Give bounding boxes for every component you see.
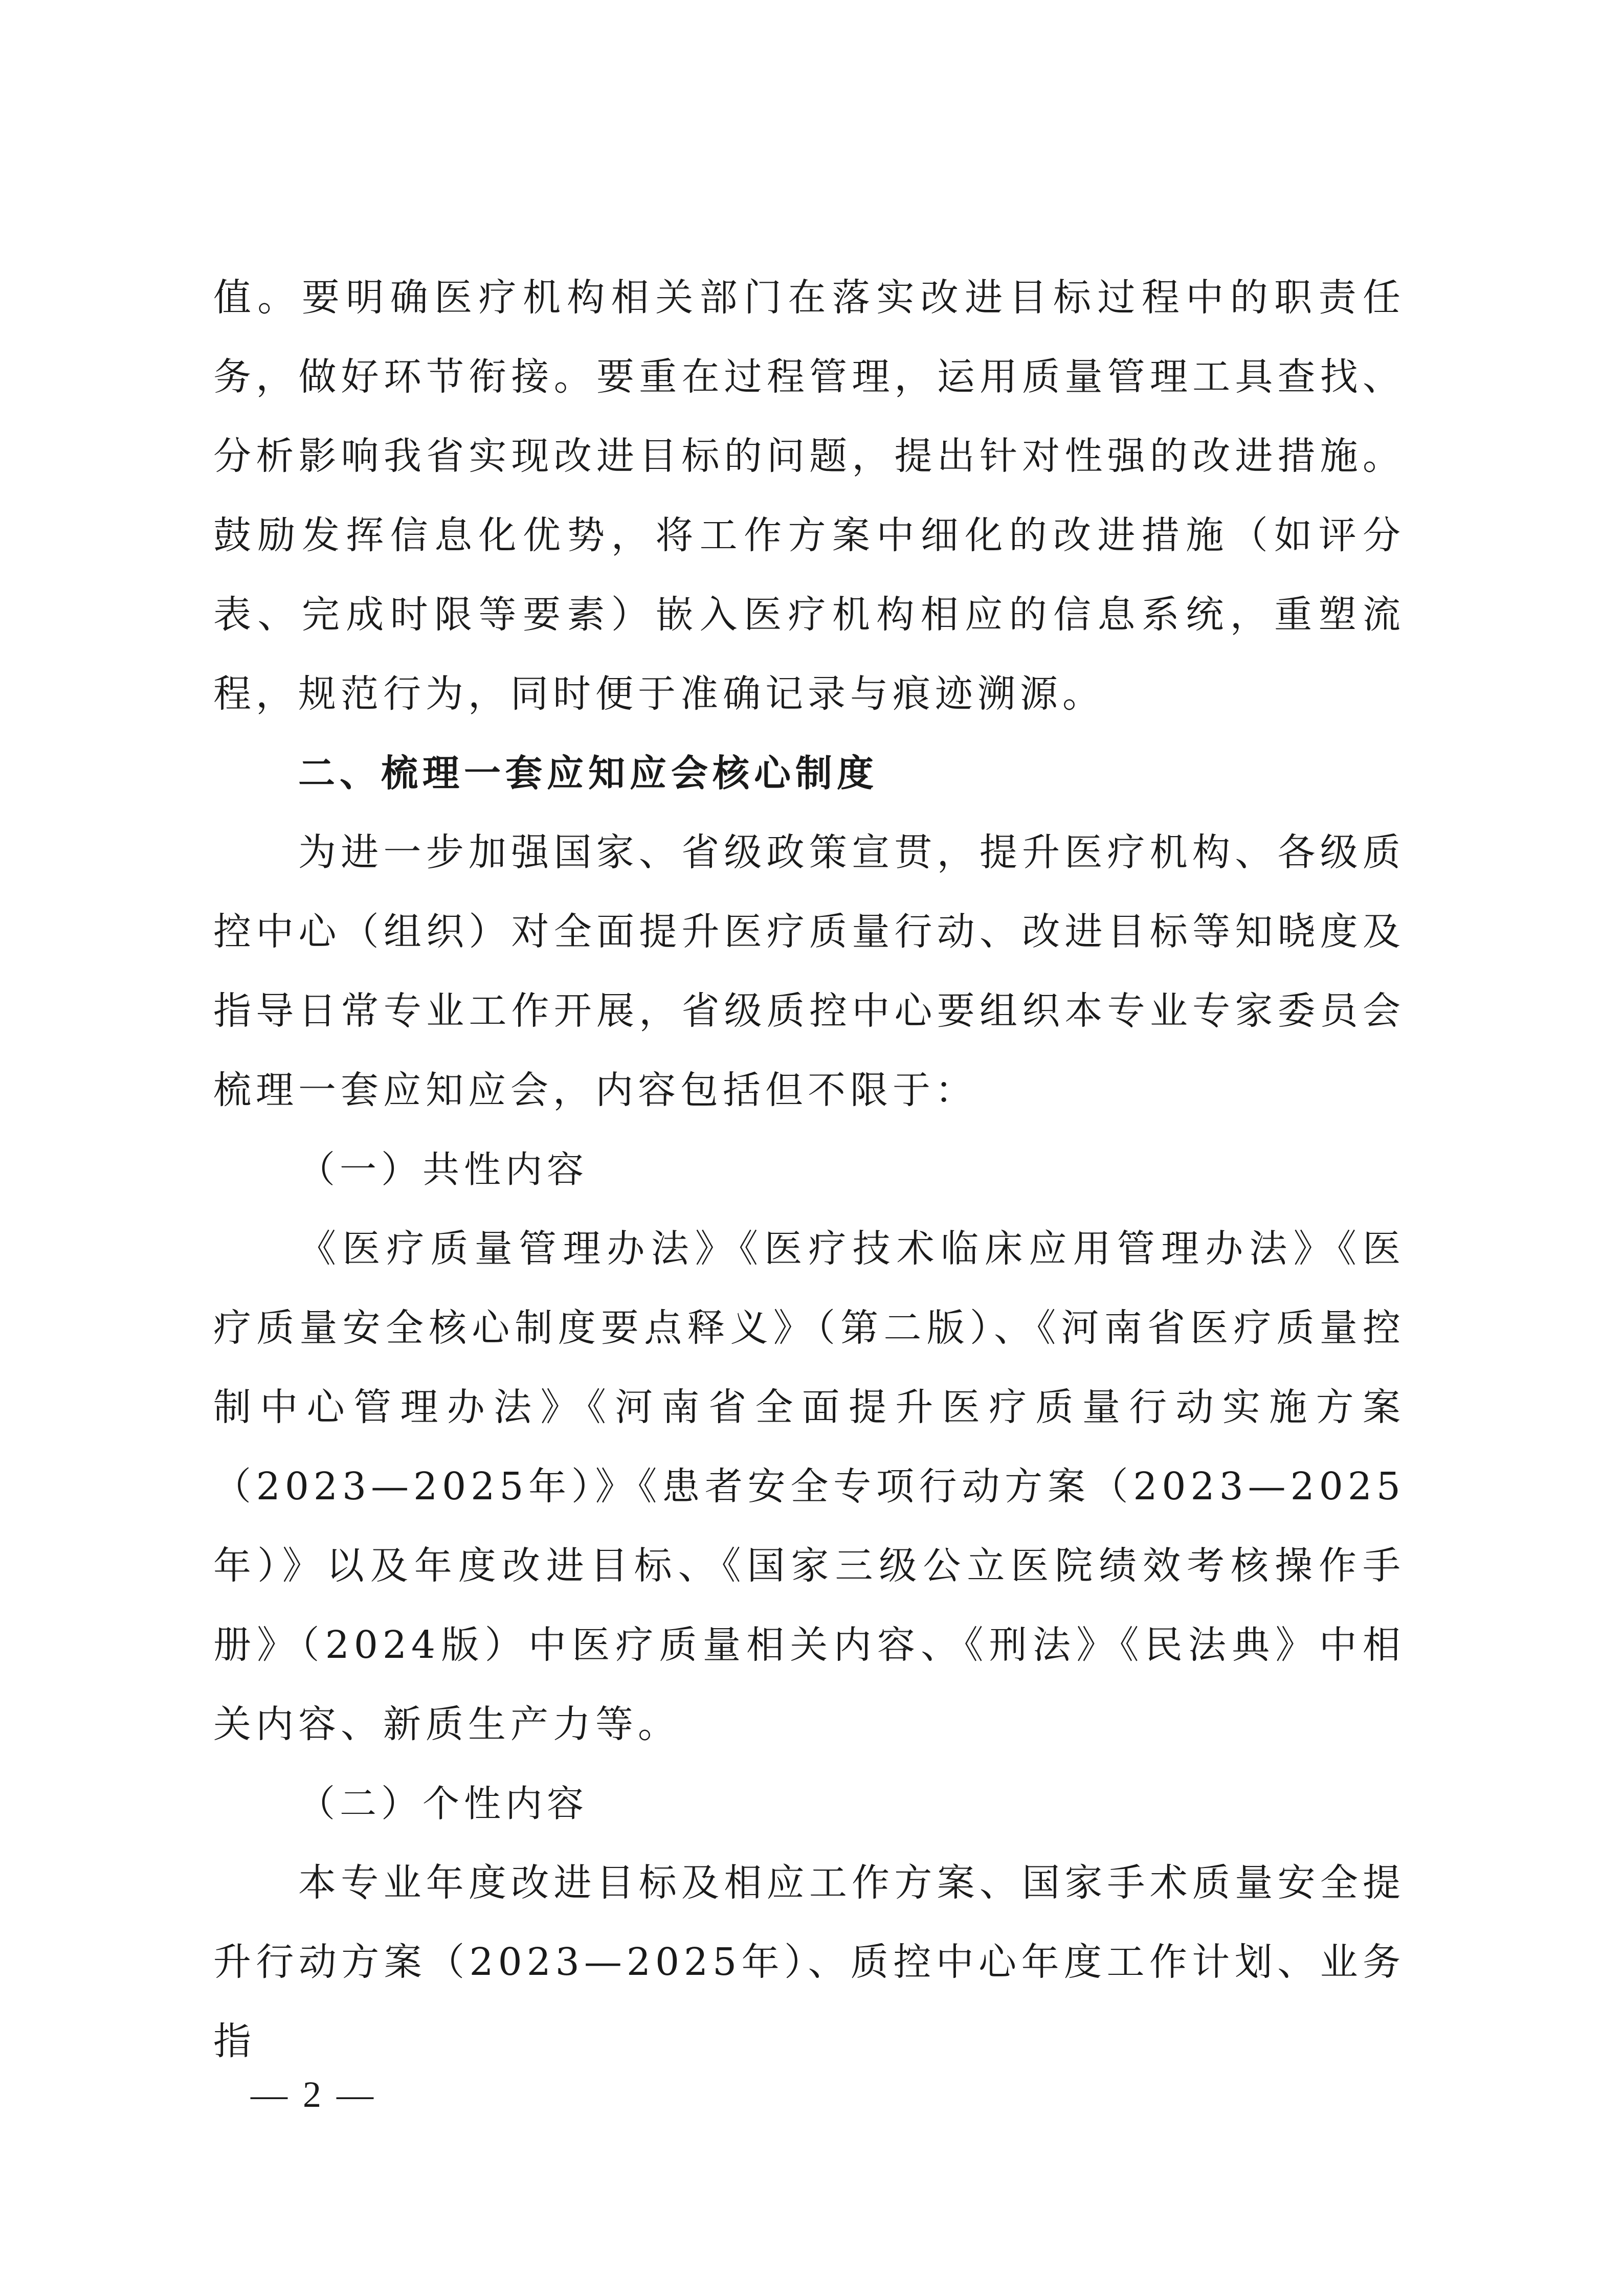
paragraph-specific-content: 本专业年度改进目标及相应工作方案、国家手术质量安全提升行动方案（2023—2025年）、质控中心年度工作计划、业务指 <box>213 1861 1405 2063</box>
paragraph-common-content: 《医疗质量管理办法》《医疗技术临床应用管理办法》《医疗质量安全核心制度要点释义》（第二版）、《河南省医疗质量控制中心管理办法》《河南省全面提升医疗质量行动实施方案（2023—2025年）》《患者安全专项行动方案（2023—2025年）》以及年度改进目标、《国家三级公立医院绩效考核操作手册》（2024版）中医疗质量相关内容、《刑法》《民法典》中相关内容、新质生产力等。 <box>213 1227 1405 1746</box>
subheading-common-content: （一）共性内容 <box>298 1148 589 1191</box>
subheading-specific-content: （二）个性内容 <box>298 1782 589 1825</box>
section-heading: 二、梳理一套应知应会核心制度 <box>298 752 879 795</box>
paragraph-continuation: 值。要明确医疗机构相关部门在落实改进目标过程中的职责任务，做好环节衔接。要重在过程管理，运用质量管理工具查找、分析影响我省实现改进目标的问题，提出针对性强的改进措施。鼓励发挥信息化优势，将工作方案中细化的改进措施（如评分表、完成时限等要素）嵌入医疗机构相应的信息系统，重塑流程，规范行为，同时便于准确记录与痕迹溯源。 <box>213 276 1405 716</box>
document-body <box>213 258 1405 2081</box>
page-number: — 2 — <box>251 2074 376 2115</box>
paragraph-intro: 为进一步加强国家、省级政策宣贯，提升医疗机构、各级质控中心（组织）对全面提升医疗质量行动、改进目标等知晓度及指导日常专业工作开展，省级质控中心要组织本专业专家委员会梳理一套应知应会，内容包括但不限于： <box>213 830 1405 1112</box>
